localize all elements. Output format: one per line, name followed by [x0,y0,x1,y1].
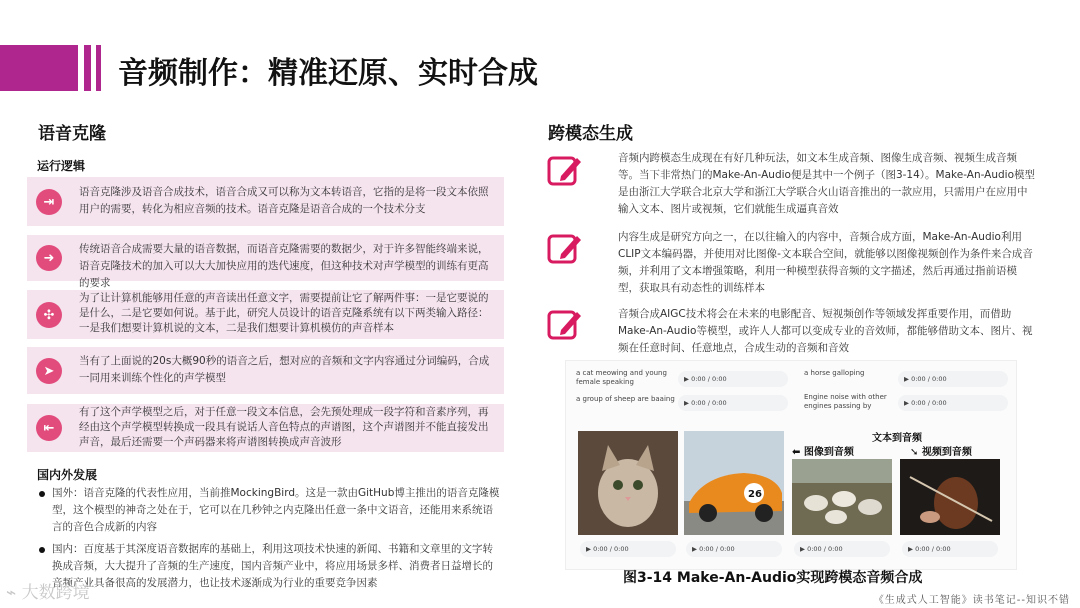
audio-player[interactable]: ▶ 0:00 / 0:00 [686,541,782,557]
bullet-foreign: 国外：语音克隆的代表性应用，当前推MockingBird。这是一款由GitHub博主推出的语音克隆模型，这个模型的神奇之处在于，它可以在几秒钟之内克隆出任意一条中文语音，还能用来系统语言的音色合成新的内容 [52,487,500,533]
page-title: 音频制作：精准还原、实时合成 [118,56,538,91]
grid-icon: ✣ [36,302,62,328]
paragraph-2: 内容生成是研究方向之一，在以往输入的内容中，音频合成方面，Make-An-Audio利用CLIP文本编码器，并使用对比图像-文本联合空间，就能够以图像视频创作为条件来合成音频，并利用了文本增强策略，利用一种模型获得音频的文字描述，然后再通过指前语模型，获取具有动态性的训练样本 [618,231,1033,294]
arrow-in-icon: ⇥ [36,189,62,215]
logic-box-4 [27,347,504,394]
logic-box-text: 语音克隆涉及语音合成技术，语音合成又可以称为文本转语音，它指的是将一段文本依照用户的需要，转化为相应音频的技术。语音克隆是语音合成的一个技术分支 [79,186,489,215]
audio-label: a group of sheep are baaing [576,395,675,403]
race-car-image [684,431,784,535]
header-accent-bar [0,45,78,91]
svg-text:26: 26 [748,489,762,500]
audio-player[interactable]: ▶ 0:00 / 0:00 [678,395,788,411]
audio-label: a cat meowing and young female speaking [576,369,667,386]
header-accent-strip [84,45,91,91]
bullet-domestic: 国内：百度基于其深度语音数据库的基础上，利用这项技术快速的新闻、书籍和文章里的文字转换成音频，大大提升了音频的生产速度，国内音频产业中，将应用场景多样、消费者日益增长的音频产业具备很高的发展潜力，也让技术逐渐成为行业的重要竞争因素 [52,543,493,589]
figure-make-an-audio [565,360,1017,570]
audio-player[interactable]: ▶ 0:00 / 0:00 [902,541,998,557]
label-image-to-audio: ⬅ 图像到音频 [792,447,854,458]
subtitle-logic: 运行逻辑 [37,159,86,173]
audio-player[interactable]: ▶ 0:00 / 0:00 [794,541,890,557]
paragraph-3: 音频合成AIGC技术将会在未来的电影配音、短视频创作等领域发挥重要作用，而借助Make-An-Audio等模型，或许人人都可以变成专业的音效师，都能够借助文本、图片、视频在任意时间、任意地点，合成生动的音频和音效 [618,308,1033,354]
logic-box-5 [27,404,504,452]
label-text-to-audio: 文本到音频 [872,433,922,444]
logic-box-text: 传统语音合成需要大量的语音数据，而语音克隆需要的数据少，对于许多智能终端来说，语音克隆技术的加入可以大大加快应用的迭代速度，但这种技术对声学模型的训练有更高的要求 [79,243,489,289]
logic-box-2 [27,235,504,289]
audio-player[interactable]: ▶ 0:00 / 0:00 [898,395,1008,411]
bullet-dot [39,547,45,553]
sheep-image [792,459,892,535]
exit-icon: ⇤ [36,415,62,441]
send-icon: ➤ [36,358,62,384]
cat-image [578,431,678,535]
header-accent-strip [96,45,101,91]
audio-label: Engine noise with other engines passing by [804,393,887,410]
section-title-voice-clone: 语音克隆 [38,124,106,144]
edit-icon [547,230,583,266]
edit-icon [547,152,583,188]
bullet-dot [39,491,45,497]
logic-box-3 [27,290,504,339]
paragraph-1: 音频内跨模态生成现在有好几种玩法，如文本生成音频、图像生成音频、视频生成音频等。当下非常热门的Make-An-Audio便是其中一个例子（图3-14）。Make-An-Audio模型是由浙江大学联合北京大学和浙江大学联合火山语音推出的一款应用，只需用户在应用中输入文本、图片或视频，它们就能生成逼真音效 [618,152,1035,215]
audio-player[interactable]: ▶ 0:00 / 0:00 [898,371,1008,387]
logic-box-text: 为了让计算机能够用任意的声音读出任意文字，需要提前让它了解两件事：一是它要说的是什么，二是它要如何说。基于此，研究人员设计的语音克隆系统有以下两类输入路径：一是我们想要计算机说的文本，二是我们想要计算机模仿的声音样本 [79,292,489,334]
edit-icon [547,306,583,342]
watermark-logo: ⌁ 大数跨境 [6,583,90,603]
audio-label: a horse galloping [804,369,865,377]
arrow-right-icon: ➜ [36,245,62,271]
logic-box-1 [27,177,504,226]
violin-video-image [900,459,1000,535]
logic-box-text: 当有了上面说的20s大概90秒的语音之后，想对应的音频和文字内容通过分词编码，合成一同用来训练个性化的声学模型 [79,355,490,384]
audio-player[interactable]: ▶ 0:00 / 0:00 [580,541,676,557]
subtitle-development: 国内外发展 [37,468,98,482]
section-title-cross-modal: 跨模态生成 [548,124,633,144]
footer-note: 《生成式人工智能》读书笔记--知识不错 [873,595,1070,606]
logic-box-text: 有了这个声学模型之后，对于任意一段文本信息，会先预处理成一段字符和音素序列，再经由这个声学模型转换成一段具有说话人音色特点的声谱图，这个声谱图并不能直接发出声音，最后还需要一个声码器来将声谱图转换成声音波形 [79,406,489,448]
label-video-to-audio: ➘ 视频到音频 [910,447,972,458]
figure-caption: 图3-14 Make-An-Audio实现跨模态音频合成 [623,570,923,586]
audio-player[interactable]: ▶ 0:00 / 0:00 [678,371,788,387]
